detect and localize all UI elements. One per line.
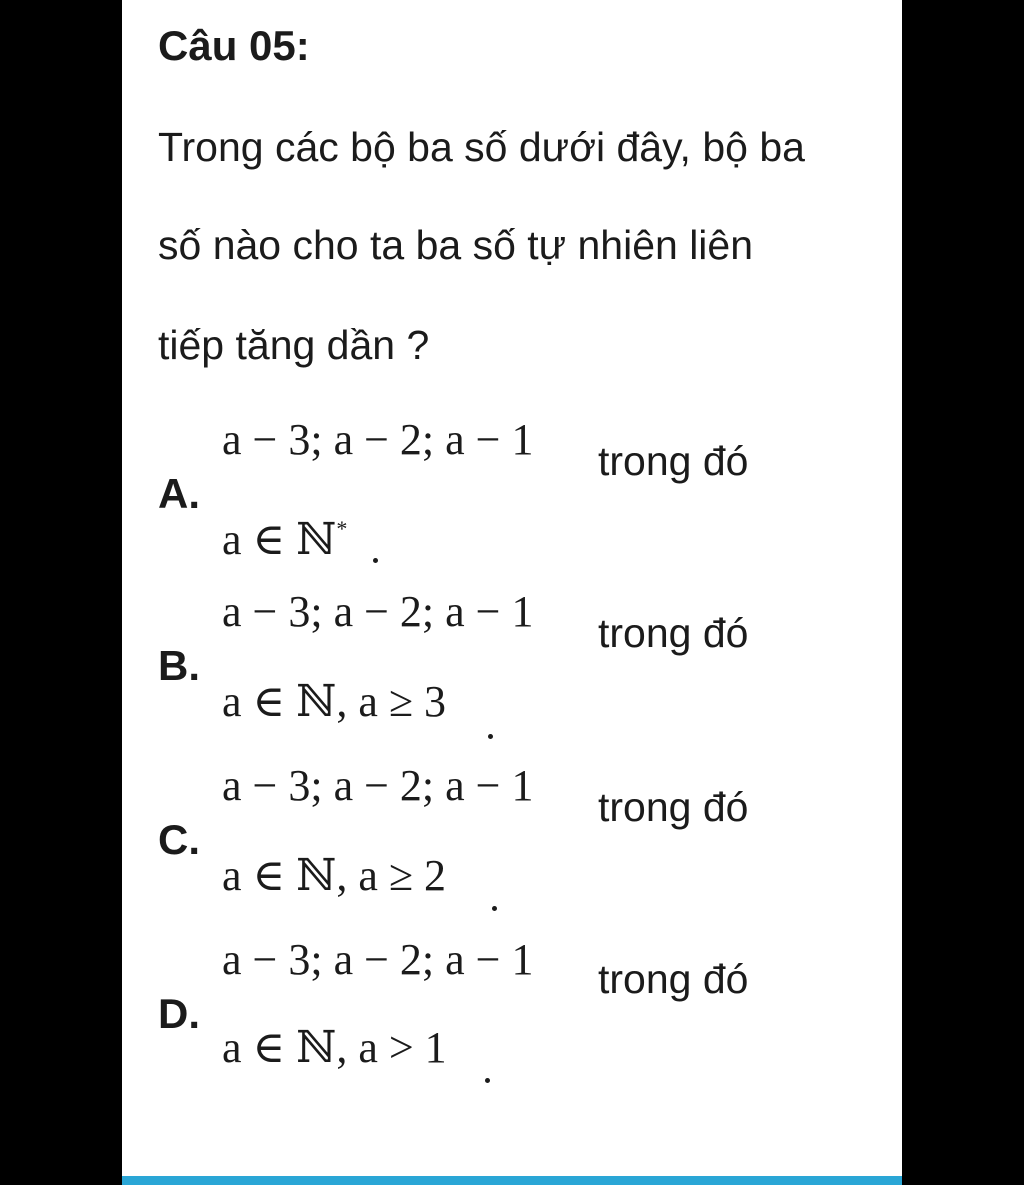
- option-a-suffix: trong đó: [598, 438, 749, 484]
- option-c-expression: a − 3; a − 2; a − 1: [222, 761, 534, 810]
- option-d-condition: a ∈ ℕ, a > 1: [222, 1023, 447, 1072]
- option-a-condition-text: a ∈ ℕ: [222, 515, 337, 564]
- option-b-condition: a ∈ ℕ, a ≥ 3: [222, 677, 446, 726]
- option-a-letter: A.: [158, 470, 200, 517]
- question-title: Câu 05:: [158, 22, 310, 69]
- option-d-period: [485, 1078, 490, 1083]
- option-d-suffix: trong đó: [598, 956, 749, 1002]
- option-c-suffix: trong đó: [598, 784, 749, 830]
- option-b-letter: B.: [158, 642, 200, 689]
- option-b-period: [488, 734, 493, 739]
- option-b-expression: a − 3; a − 2; a − 1: [222, 587, 534, 636]
- option-c-condition: a ∈ ℕ, a ≥ 2: [222, 851, 446, 900]
- option-a-expression: a − 3; a − 2; a − 1: [222, 415, 534, 464]
- option-a-condition: [222, 514, 347, 565]
- option-a-condition-star: *: [336, 516, 348, 541]
- question-text-line-3: tiếp tăng dần ?: [158, 322, 430, 368]
- option-d-letter: D.: [158, 990, 200, 1037]
- option-c-period: [492, 906, 497, 911]
- option-b-suffix: trong đó: [598, 610, 749, 656]
- bottom-accent-bar: [122, 1176, 902, 1185]
- option-d-expression: a − 3; a − 2; a − 1: [222, 935, 534, 984]
- question-text-line-1: Trong các bộ ba số dưới đây, bộ ba: [158, 124, 805, 170]
- question-card: [122, 0, 902, 1185]
- option-c-letter: C.: [158, 816, 200, 863]
- option-a-period: [373, 558, 378, 563]
- question-text-line-2: số nào cho ta ba số tự nhiên liên: [158, 222, 754, 268]
